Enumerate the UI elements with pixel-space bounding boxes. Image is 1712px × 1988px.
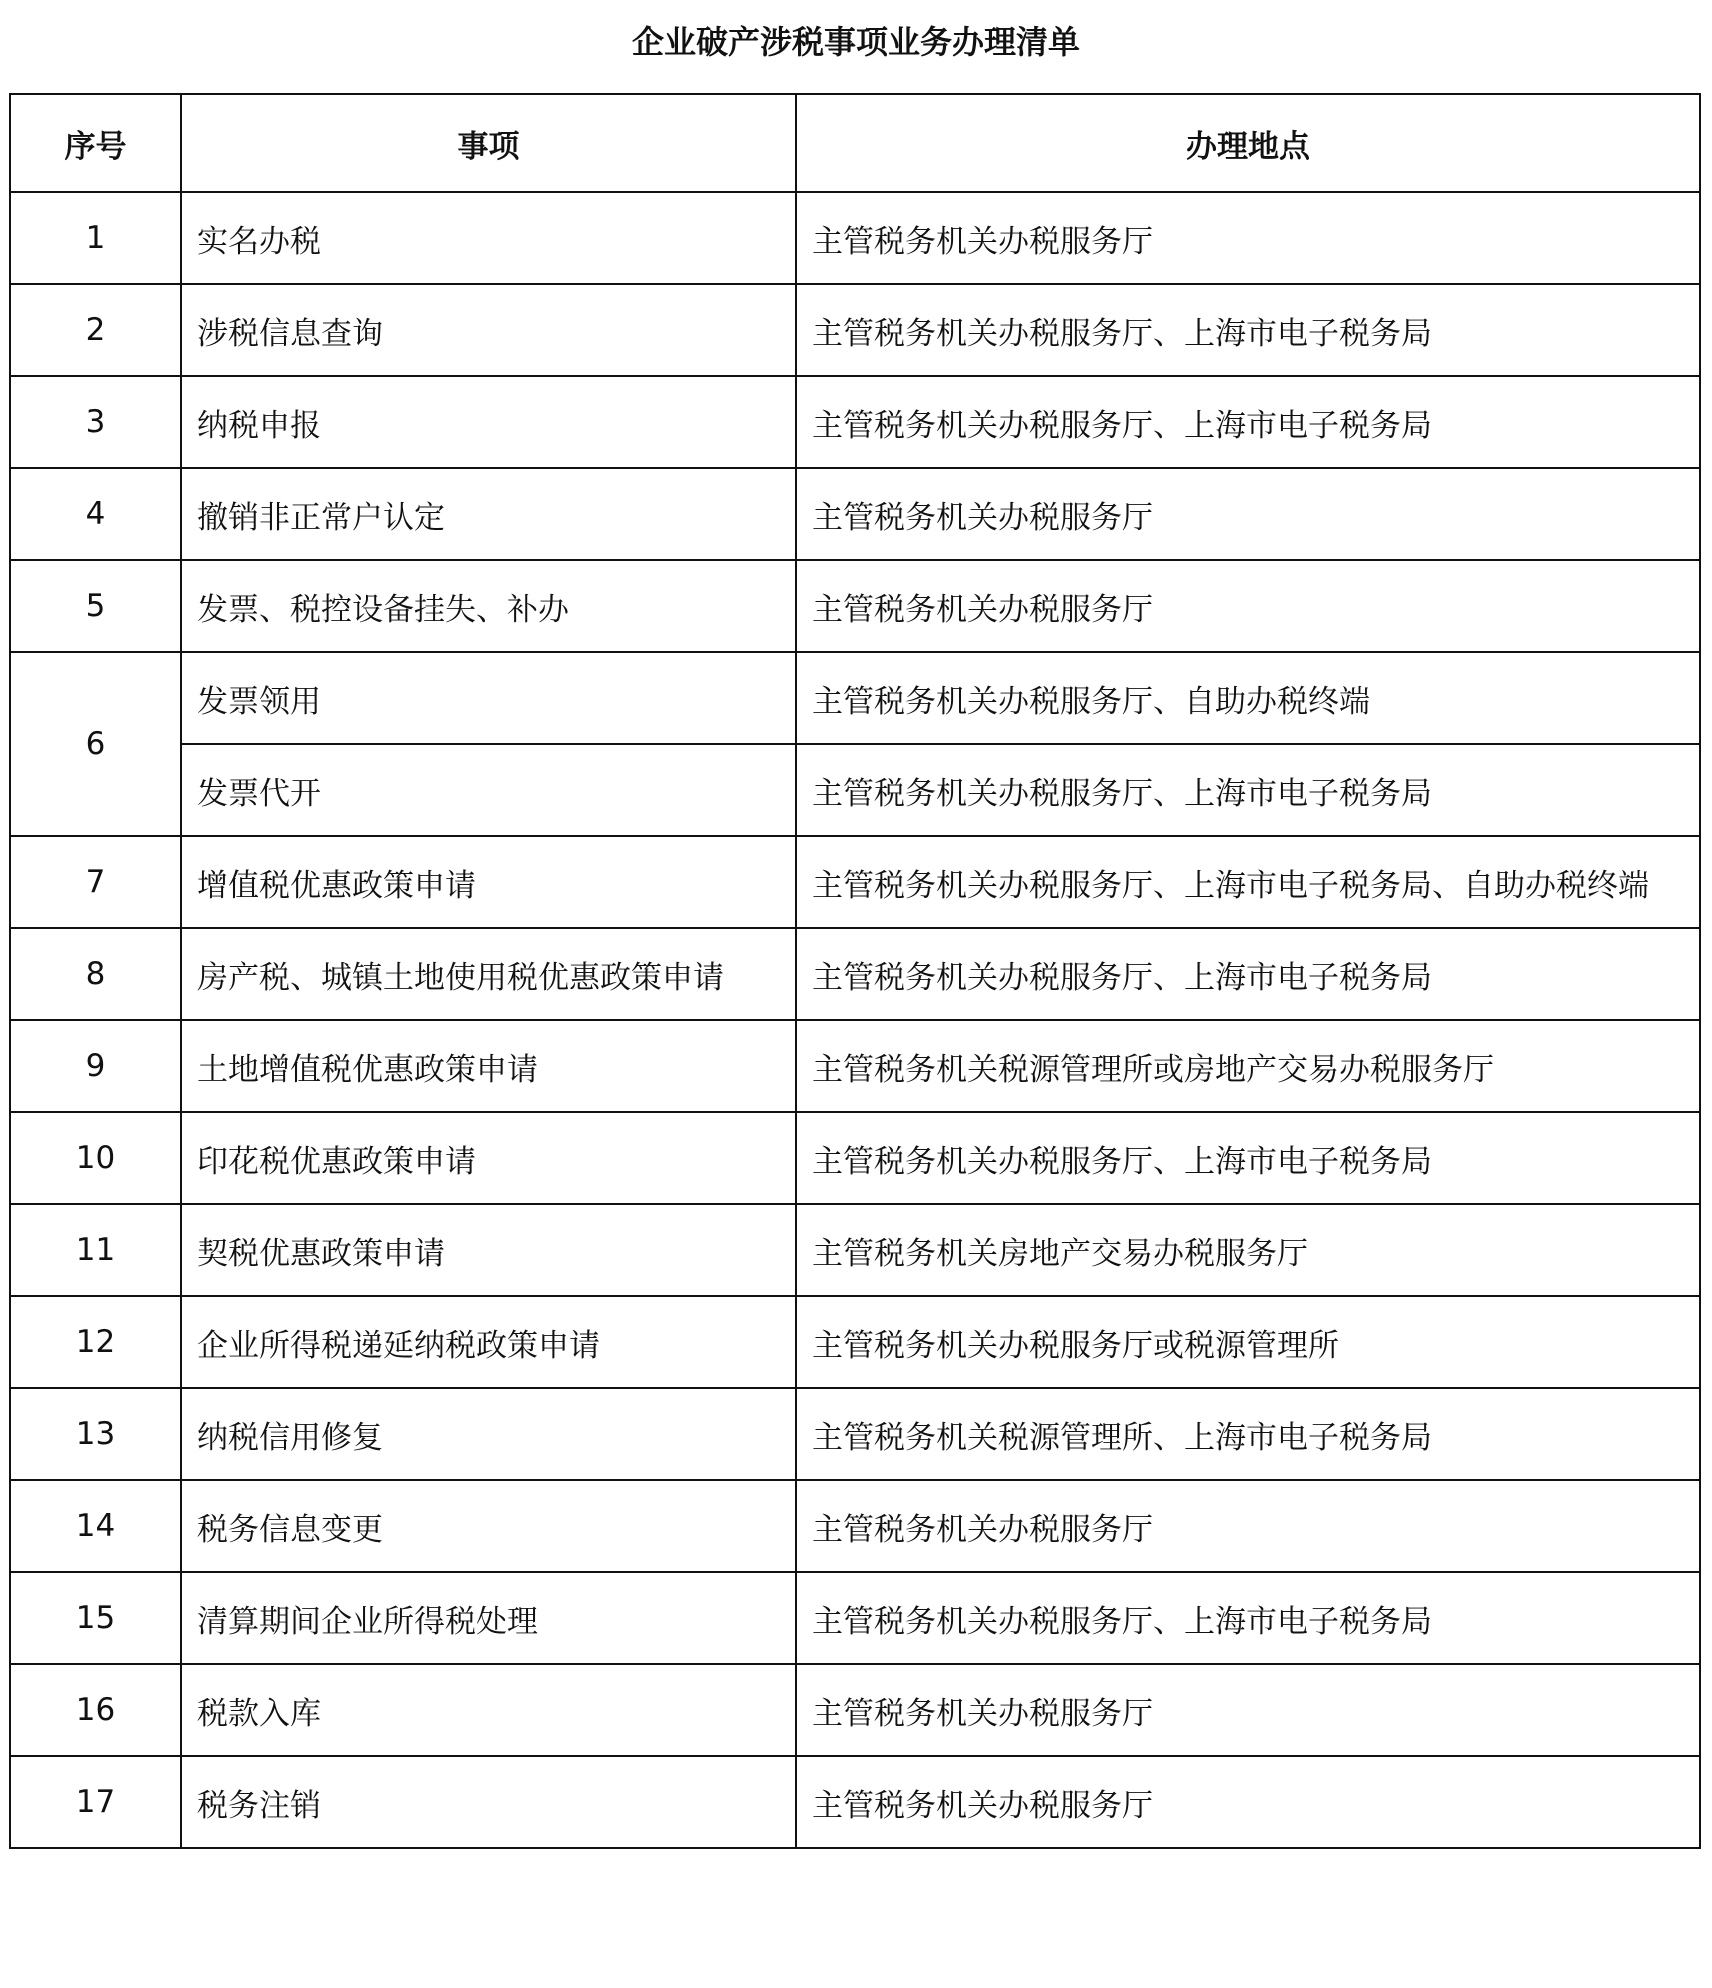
business-list-table [9,93,1701,1849]
row-place: 主管税务机关办税服务厅、上海市电子税务局 [796,1572,1700,1664]
row-seq: 9 [10,1020,181,1112]
table-header-row [10,94,1700,192]
row-seq: 6 [10,652,181,836]
header-seq: 序号 [10,94,181,192]
table-row [10,1756,1700,1848]
row-item: 税务信息变更 [181,1480,796,1572]
table-row [10,1296,1700,1388]
row-seq: 12 [10,1296,181,1388]
row-item: 增值税优惠政策申请 [181,836,796,928]
row-item: 清算期间企业所得税处理 [181,1572,796,1664]
row-seq: 11 [10,1204,181,1296]
row-place: 主管税务机关税源管理所、上海市电子税务局 [796,1388,1700,1480]
row-place: 主管税务机关房地产交易办税服务厅 [796,1204,1700,1296]
row-item: 印花税优惠政策申请 [181,1112,796,1204]
row-item: 企业所得税递延纳税政策申请 [181,1296,796,1388]
table-row [10,928,1700,1020]
row-seq: 7 [10,836,181,928]
row-item: 纳税信用修复 [181,1388,796,1480]
row-place: 主管税务机关办税服务厅、上海市电子税务局 [796,284,1700,376]
row-seq: 8 [10,928,181,1020]
row-place: 主管税务机关办税服务厅、上海市电子税务局 [796,928,1700,1020]
row-place: 主管税务机关办税服务厅、自助办税终端 [796,652,1700,744]
table-row [10,284,1700,376]
table-row [10,192,1700,284]
row-seq: 16 [10,1664,181,1756]
row-place: 主管税务机关办税服务厅 [796,1756,1700,1848]
row-item: 土地增值税优惠政策申请 [181,1020,796,1112]
row-seq: 14 [10,1480,181,1572]
table-row [10,1664,1700,1756]
row-item: 纳税申报 [181,376,796,468]
row-place: 主管税务机关办税服务厅、上海市电子税务局 [796,744,1700,836]
header-place: 办理地点 [796,94,1700,192]
table-row [10,1388,1700,1480]
table-row [10,1112,1700,1204]
table-row [10,1572,1700,1664]
row-seq: 10 [10,1112,181,1204]
row-item: 房产税、城镇土地使用税优惠政策申请 [181,928,796,1020]
row-place: 主管税务机关办税服务厅 [796,560,1700,652]
row-item: 撤销非正常户认定 [181,468,796,560]
row-seq: 1 [10,192,181,284]
row-item: 涉税信息查询 [181,284,796,376]
row-seq: 4 [10,468,181,560]
page-title: 企业破产涉税事项业务办理清单 [631,23,1080,61]
row-item: 税款入库 [181,1664,796,1756]
row-item: 发票、税控设备挂失、补办 [181,560,796,652]
row-seq: 5 [10,560,181,652]
table-row [10,1204,1700,1296]
row-item: 契税优惠政策申请 [181,1204,796,1296]
row-place: 主管税务机关办税服务厅、上海市电子税务局 [796,1112,1700,1204]
table-row [10,560,1700,652]
table-row [10,468,1700,560]
table-row [10,652,1700,744]
table-row [10,376,1700,468]
row-place: 主管税务机关办税服务厅、上海市电子税务局 [796,376,1700,468]
row-place: 主管税务机关办税服务厅或税源管理所 [796,1296,1700,1388]
row-seq: 2 [10,284,181,376]
row-item: 发票领用 [181,652,796,744]
row-seq: 3 [10,376,181,468]
row-seq: 17 [10,1756,181,1848]
row-place: 主管税务机关办税服务厅 [796,1480,1700,1572]
table-row [10,744,1700,836]
row-place: 主管税务机关税源管理所或房地产交易办税服务厅 [796,1020,1700,1112]
row-seq: 15 [10,1572,181,1664]
row-item: 实名办税 [181,192,796,284]
table-row [10,1020,1700,1112]
row-place: 主管税务机关办税服务厅 [796,468,1700,560]
header-item: 事项 [181,94,796,192]
row-seq: 13 [10,1388,181,1480]
row-item: 税务注销 [181,1756,796,1848]
row-item: 发票代开 [181,744,796,836]
table-row [10,1480,1700,1572]
row-place: 主管税务机关办税服务厅 [796,192,1700,284]
row-place: 主管税务机关办税服务厅 [796,1664,1700,1756]
row-place: 主管税务机关办税服务厅、上海市电子税务局、自助办税终端 [796,836,1700,928]
table-row [10,836,1700,928]
